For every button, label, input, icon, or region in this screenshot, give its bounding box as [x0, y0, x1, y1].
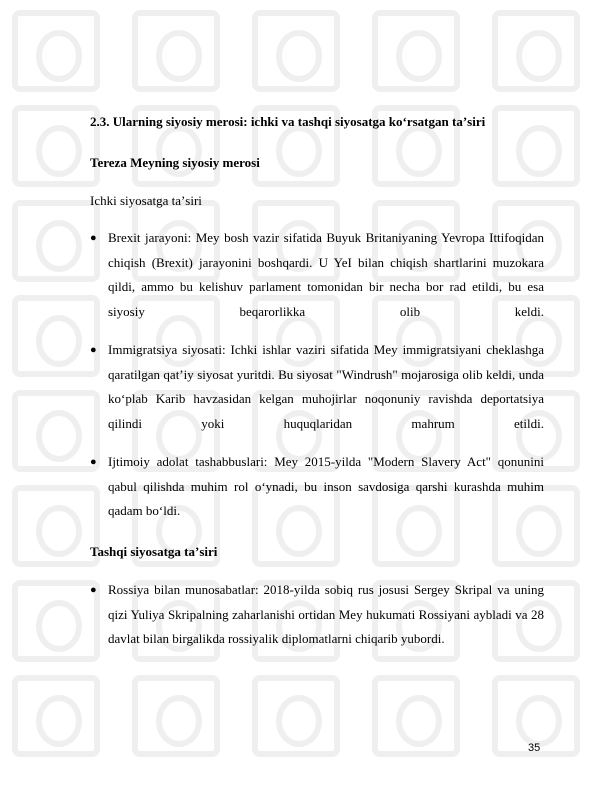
bullet-text-immigration: Immigratsiya siyosati: Ichki ishlar vaziri sifatida Mey immigratsiyani cheklashga qaratilgan qatʼiy siyosat yuritdi. Bu siyosat "Windrush" mojarosiga olib keldi, unda koʻplab Karib havzasidan kelgan muhojirlar noqonuniy ravishda deportatsiya qilindi yoki huquqlaridan mahrum etildi. [108, 342, 544, 431]
list-item [90, 338, 544, 436]
foreign-policy-label: Tashqi siyosatga taʼsiri [90, 544, 218, 559]
bullet-icon: ● [90, 456, 97, 468]
domestic-bullet-list [90, 226, 544, 524]
bullet-text-russia: Rossiya bilan munosabatlar: 2018-yilda sobiq rus josusi Sergey Skripal va uning qizi Yuliya Skripalning zaharlanishi ortidan Mey hukumati Rossiyani aybladi va 28 davlat bilan birgalikda rossiyalik diplomatlarni chiqarib yubordi. [108, 582, 544, 646]
bullet-text-brexit: Brexit jarayoni: Mey bosh vazir sifatida Buyuk Britaniyaning Yevropa Ittifoqidan chiqish (Brexit) jarayonini boshqardi. U YeI bilan chiqish shartlarini muzokara qildi, ammo bu kelishuv parlament tomonidan bir necha bor rad etildi, bu esa siyosiy beqarorlikka olib keldi. [108, 230, 544, 319]
bullet-text-social-justice: Ijtimoiy adolat tashabbuslari: Mey 2015-yilda "Modern Slavery Act" qonunini qabul qilishda muhim rol oʻynadi, bu inson savdosiga qarshi kurashda muhim qadam boʻldi. [108, 454, 544, 518]
bullet-icon: ● [90, 584, 97, 596]
list-item [90, 450, 544, 524]
domestic-policy-label: Ichki siyosatga taʼsiri [90, 193, 202, 208]
list-item [90, 226, 544, 324]
bullet-icon: ● [90, 232, 97, 244]
list-item [90, 578, 544, 652]
page-number: 35 [528, 742, 541, 754]
subheading-may-legacy: Tereza Meyning siyosiy merosi [90, 155, 260, 170]
foreign-bullet-list [90, 578, 544, 652]
bullet-icon: ● [90, 344, 97, 356]
section-heading: 2.3. Ularning siyosiy merosi: ichki va tashqi siyosatga koʻrsatgan taʼsiri [90, 114, 486, 129]
